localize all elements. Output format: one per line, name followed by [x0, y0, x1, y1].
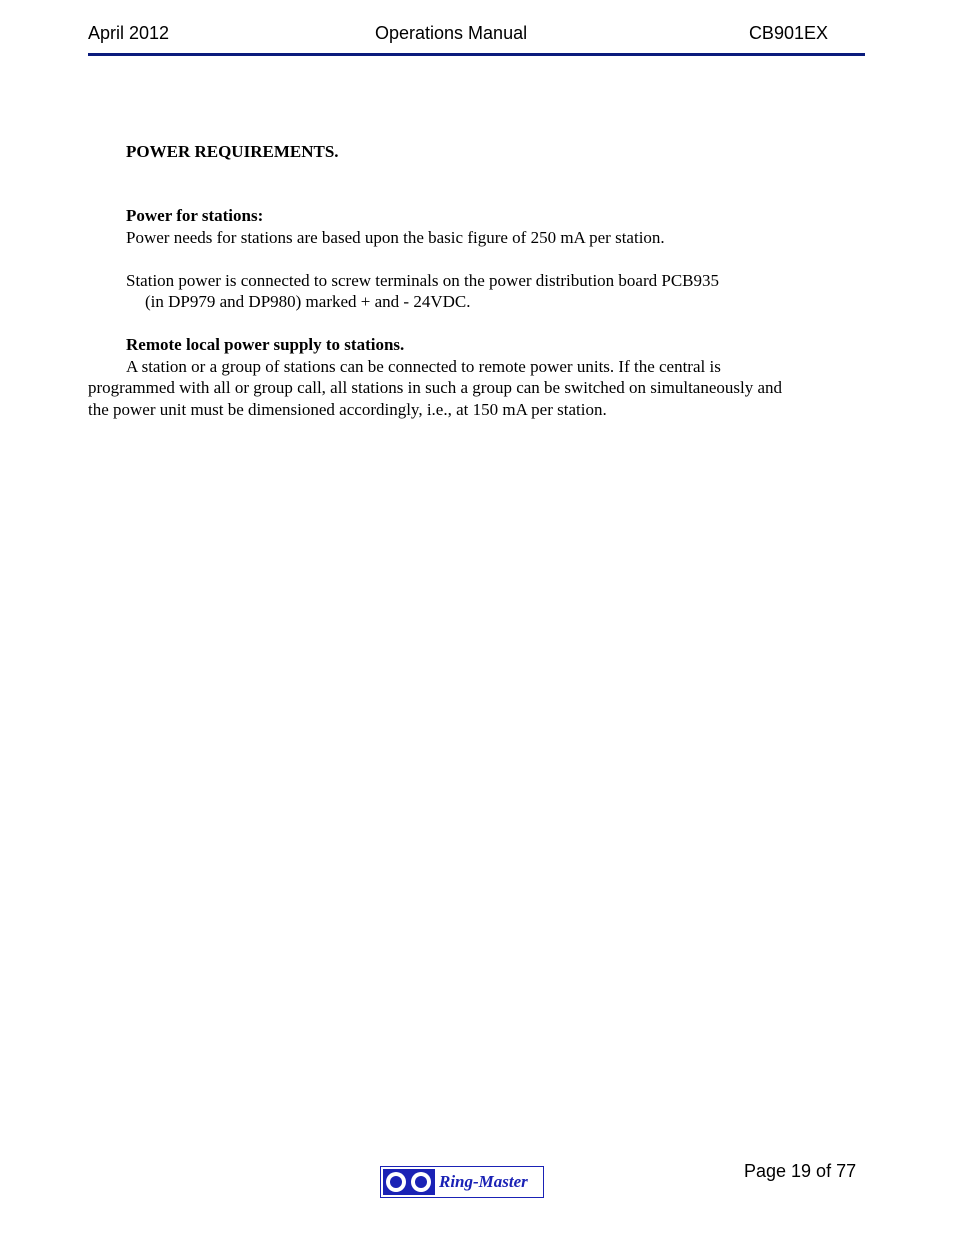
- logo-text: Ring-Master: [439, 1172, 528, 1191]
- paragraph-remote-power-line1: A station or a group of stations can be connected to remote power units. If the central is: [126, 357, 721, 376]
- header-divider: [88, 53, 865, 56]
- paragraph-remote-power-line3: the power unit must be dimensioned accordingly, i.e., at 150 mA per station.: [88, 400, 607, 419]
- paragraph-station-power-line2: (in DP979 and DP980) marked + and - 24VDC.: [145, 292, 471, 311]
- header-model: CB901EX: [748, 23, 828, 43]
- paragraph-power-needs: Power needs for stations are based upon the basic figure of 250 mA per station.: [126, 228, 665, 247]
- main-heading: POWER REQUIREMENTS.: [126, 142, 339, 161]
- header-title: Operations Manual: [375, 23, 528, 43]
- page-number: Page 19 of 77: [744, 1161, 857, 1181]
- paragraph-station-power-line1: Station power is connected to screw terminals on the power distribution board PCB935: [126, 271, 720, 290]
- section-heading-power-for-stations: Power for stations:: [126, 206, 264, 225]
- section-heading-remote-power: Remote local power supply to stations.: [126, 335, 405, 354]
- paragraph-remote-power-line2: programmed with all or group call, all stations in such a group can be switched on simultaneously and: [88, 378, 783, 397]
- logo-ring-right: [411, 1172, 431, 1192]
- header-date: April 2012: [88, 23, 170, 43]
- logo-ring-left: [386, 1172, 406, 1192]
- ring-master-logo: [380, 1166, 544, 1198]
- page-header: [88, 20, 865, 56]
- logo-rings-icon: [383, 1169, 435, 1195]
